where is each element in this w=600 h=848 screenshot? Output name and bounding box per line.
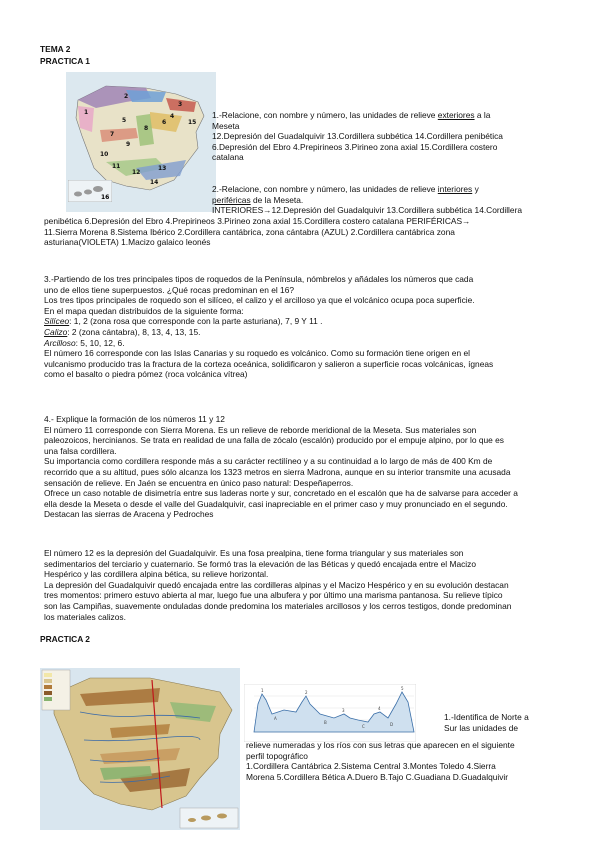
profile-label-3: 3 (342, 708, 345, 713)
profile-label-1: 1 (261, 688, 264, 693)
practica-1-title: PRACTICA 1 (40, 56, 90, 66)
question-4-part-2 (44, 548, 511, 622)
question-4 (44, 414, 518, 520)
q4-line: Destacan las sierras de Aracena y Pedroches (44, 509, 214, 520)
q4-line: Su importancia como cordillera responde más a su carácter rectilíneo y a su continuidad a lo largo de más de 400 Km de (44, 456, 493, 467)
q4-line: La depresión del Guadalquivir quedó encajada entre las cordilleras alpinas y el Macizo Hespérico y en su evolución destacan (44, 579, 509, 590)
q4-line: una falsa cordillera. (44, 445, 117, 456)
q2-title: 2.-Relacione, con nombre y número, las unidades de relieve (212, 184, 438, 194)
p2-q1-line6: Morena 5.Cordillera Bética A.Duero B.Tajo C.Guadiana D.Guadalquivir (246, 771, 509, 782)
map-label-6: 6 (162, 119, 167, 126)
q4-line: paleozoicos, hercinianos. Se trata en realidad de una falla de zócalo (escalón) producido por el empuje alpino, por lo que es (44, 435, 504, 446)
q4-line: ella desde la Meseta o desde el valle del Guadalquivir, casi inapreciable en el primer caso y muy pronunciado en el segundo. (44, 498, 508, 509)
map-label-9: 9 (126, 141, 131, 148)
arcilla-value: : 5, 10, 12, 6. (75, 337, 125, 348)
q3-answer-line1: Los tres tipos principales de roquedo son el silíceo, el calizo y el arcilloso ya que el volcánico ocupa poca superficie. (44, 295, 475, 306)
q3-answer-line10: como el basalto o piedra pómez (roca volcánica vítrea) (44, 369, 248, 380)
profile-label-d: D (390, 722, 394, 727)
map-label-3: 3 (178, 101, 183, 108)
p2-q1-line1: 1.-Identifica de Norte a (444, 712, 529, 722)
q1-title-underlined: exteriores (437, 110, 475, 120)
map-label-14: 14 (150, 179, 159, 186)
q4-line: sensación de relieve. En Jaén se encuentra en único paso natural: Despeñaperros. (44, 477, 354, 488)
map-label-5: 5 (122, 117, 127, 124)
q2-answer-line2: penibética 6.Depresión del Ebro 4.Prepirineos 3.Pirineo zona axial 15.Cordillera costero catalana PERIFÉRICAS→ (44, 216, 471, 226)
q3-answer-line9: vulcanismo producido tras la fractura de la corteza oceánica, solidificaron y salieron a superficie rocas volcánicas, ígneas (44, 358, 494, 369)
q4-line: El número 11 corresponde con Sierra Morena. Es un relieve de reborde meridional de la Meseta. Sus materiales son (44, 424, 477, 435)
q2-answer-line4: asturiana(VIOLETA) 1.Macizo galaico leonés (44, 237, 211, 248)
map-label-16: 16 (101, 194, 110, 201)
practica-2-question-1 (444, 712, 529, 733)
canary-islands-inset (68, 180, 112, 202)
practica-2-question-1-cont (246, 740, 515, 782)
practica-2-title: PRACTICA 2 (40, 634, 90, 644)
p2-q1-line5: 1.Cordillera Cantábrica 2.Sistema Central 3.Montes Toledo 4.Sierra (246, 761, 496, 772)
map-label-11: 11 (112, 163, 121, 170)
map-label-13: 13 (158, 165, 167, 172)
question-2 (212, 184, 522, 216)
q2-answer-line3: 11.Sierra Morena 8.Sistema Ibérico 2.Cordillera cantábrica, zona cántabra (AZUL) 2.Cordillera cantábrica zona (44, 226, 455, 237)
q3-title-line1: 3.-Partiendo de los tres principales tipos de roquedos de la Península, nómbrelos y añádales los números que cada (44, 274, 474, 284)
p2-q1-line3: relieve numeradas y los ríos con sus letras que aparecen en el siguiente (246, 740, 515, 750)
profile-label-a: A (274, 716, 277, 721)
question-1 (212, 110, 503, 163)
q1-answer-line1: 12.Depresión del Guadalquivir 13.Cordillera subbética 14.Cordillera penibética (212, 131, 503, 142)
q4-line: los materiales calizos. (44, 611, 126, 622)
map-label-8: 8 (144, 125, 149, 132)
q4-line: tres momentos: primero estuvo abierta al mar, luego fue una albufera y por último una marisma pantanosa. Su relieve típico (44, 590, 503, 601)
q2-answer-line1: INTERIORES→12.Depresión del Guadalquivir 13.Cordillera subbética 14.Cordillera (212, 205, 523, 216)
q1-title: 1.-Relacione, con nombre y número, las unidades de relieve (212, 110, 438, 120)
silice-label: Silíceo (44, 316, 70, 327)
map-label-4: 4 (170, 113, 175, 120)
profile-label-b: B (324, 720, 327, 725)
tema-title: TEMA 2 (40, 44, 71, 54)
q2-title-y: y (472, 184, 479, 194)
q1-title-line2: Meseta (212, 120, 240, 131)
q4-line: sedimentarios del terciario y cuaternario. Se formó tras la elevación de las Béticas y quedó encajada entre el Macizo (44, 558, 477, 569)
q1-answer-line2: 6.Depresión del Ebro 4.Prepirineos 3.Pirineo zona axial 15.Cordillera costero (212, 141, 498, 152)
map-label-15: 15 (188, 119, 197, 126)
silice-value: : 1, 2 (zona rosa que corresponde con la parte asturiana), 7, 9 Y 11 . (69, 316, 323, 327)
question-2-continued (44, 216, 470, 248)
q4-line: El número 12 es la depresión del Guadalquivir. Es una fosa prealpina, tiene forma triangular y sus materiales son (44, 548, 464, 558)
q4-line: recorrido que a su altitud, pues sólo alcanza los 1323 metros en sierra Madrona, aunque en su interior transmite una acusada (44, 466, 511, 477)
p2-q1-line4: perfil topográfico (246, 750, 308, 761)
q2-title-interiores: interiores (437, 184, 473, 194)
question-3 (44, 274, 493, 380)
q4-line: Hespérico y las cordillera alpina bética, su relieve horizontal. (44, 569, 269, 580)
q4-line: son las Campiñas, suavemente onduladas donde predomina los materiales arcillosos y los cerros testigos, donde predominan (44, 600, 512, 611)
map-label-7: 7 (110, 131, 115, 138)
profile-label-2: 2 (305, 690, 308, 695)
q2-title-end: de la Meseta. (250, 194, 304, 205)
q1-title-end: a la (474, 110, 491, 120)
q2-title-perifericas: periféricas (212, 194, 251, 205)
q3-answer-line8: El número 16 corresponde con las Islas Canarias y su roquedo es volcánico. Como su formación tiene origen en el (44, 348, 470, 359)
map-label-1: 1 (84, 109, 89, 116)
q3-answer-line2: En el mapa quedan distribuidos de la siguiente forma: (44, 305, 244, 316)
map-label-10: 10 (100, 151, 109, 158)
q3-title-line2: uno de ellos tiene superpuestos. ¿Qué rocas predominan en el 16? (44, 284, 295, 295)
map-label-12: 12 (132, 169, 141, 176)
caliza-label: Calizo (44, 326, 68, 337)
caliza-value: : 2 (zona cántabra), 8, 13, 4, 13, 15. (67, 326, 201, 337)
p2-q1-line2: Sur las unidades de (444, 722, 519, 733)
profile-label-c: C (362, 724, 365, 729)
topographic-profile (244, 684, 416, 742)
profile-label-4: 4 (378, 706, 381, 711)
profile-label-5: 5 (401, 686, 404, 691)
physical-map (40, 668, 240, 830)
q1-answer-line3: catalana (212, 152, 244, 163)
arcilla-label: Arcilloso (44, 337, 76, 348)
q4-line: 4.- Explique la formación de los números 11 y 12 (44, 414, 225, 424)
map-label-2: 2 (124, 93, 129, 100)
q4-line: Ofrece un caso notable de disimetría entre sus laderas norte y sur, concretado en el escalón que ha de salvarse para acceder a (44, 488, 518, 499)
